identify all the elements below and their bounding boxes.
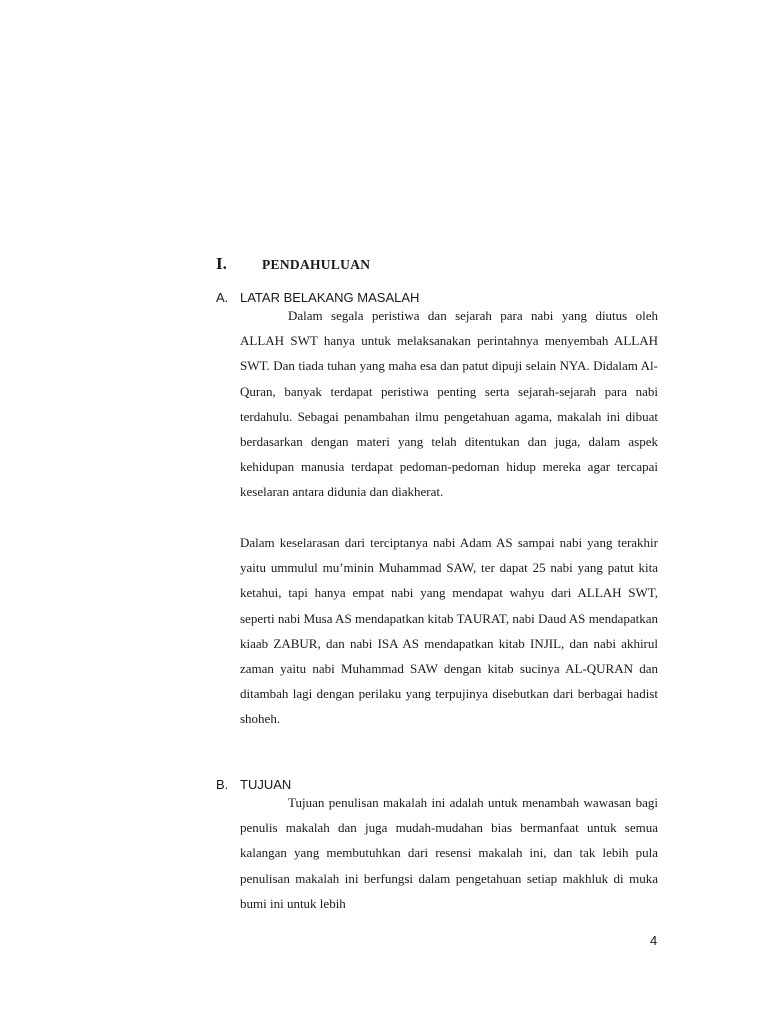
page-number: 4 bbox=[650, 933, 658, 948]
section-b-letter: B. bbox=[216, 777, 229, 792]
section-b-paragraph-1: Tujuan penulisan makalah ini adalah untuk menambah wawasan bagi penulis makalah dan juga mudah-mudahan bias bermanfaat untuk semua kalangan yang membutuhkan dari resensi makalah ini, dan tak lebih pula penulisan makalah ini berfungsi dalam pengetahuan setiap makhluk di muka bumi ini untuk lebih bbox=[240, 795, 658, 911]
chapter-number: I. bbox=[216, 254, 227, 273]
section-a-paragraph-2: Dalam keselarasan dari terciptanya nabi Adam AS sampai nabi yang terakhir yaitu ummulul mu’minin Muhammad SAW, ter dapat 25 nabi yang patut kita ketahui, tapi hanya empat nabi yang mendapat wahyu dari ALLAH SWT, seperti nabi Musa AS mendapatkan kitab TAURAT, nabi Daud AS mendapatkan kiaab ZABUR, dan nabi ISA AS mendapatkan kitab INJIL, dan nabi akhirul zaman yaitu nabi Muhammad SAW dengan kitab sucinya AL-QURAN dan ditambah lagi dengan perilaku yang terpujinya disebutkan dari berbagai hadist shoheh. bbox=[240, 535, 658, 727]
chapter-title: PENDAHULUAN bbox=[262, 257, 371, 272]
section-a-letter: A. bbox=[216, 290, 229, 305]
section-a-paragraph-1: Dalam segala peristiwa dan sejarah para nabi yang diutus oleh ALLAH SWT hanya untuk melaksanakan perintahnya menyembah ALLAH SWT. Dan tiada tuhan yang maha esa dan patut dipuji selain NYA. Didalam Al-Quran, banyak terdapat peristiwa penting serta sejarah-sejarah para nabi terdahulu. Sebagai penambahan ilmu pengetahuan agama, makalah ini dibuat berdasarkan dengan materi yang telah ditentukan dan juga, dalam aspek kehidupan manusia terdapat pedoman-pedoman hidup mereka agar tercapai keselaran antara didunia dan diakherat. bbox=[240, 308, 658, 500]
section-b-title: TUJUAN bbox=[240, 777, 292, 792]
section-a-title: LATAR BELAKANG MASALAH bbox=[240, 290, 420, 305]
chapter-heading bbox=[216, 254, 370, 274]
